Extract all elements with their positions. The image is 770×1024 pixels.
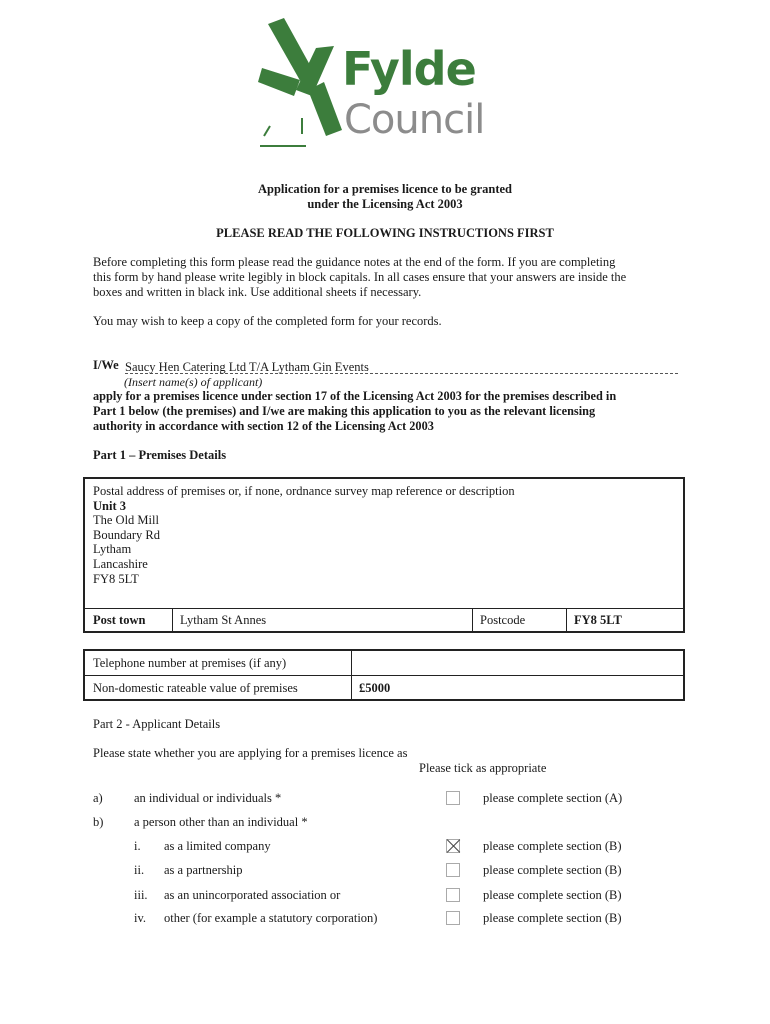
option-i-checkbox-checked[interactable] bbox=[446, 839, 460, 853]
option-a-label: an individual or individuals * bbox=[134, 791, 282, 805]
applicant-name: Saucy Hen Catering Ltd T/A Lytham Gin Events bbox=[125, 360, 369, 374]
logo-fylde: Fylde bbox=[342, 42, 476, 96]
option-iii-note: please complete section (B) bbox=[483, 888, 622, 902]
address-line-5: Lancashire bbox=[93, 556, 148, 571]
applicant-name-hint: (Insert name(s) of applicant) bbox=[124, 375, 263, 389]
applicant-statement-line1: apply for a premises licence under section 17 of the Licensing Act 2003 for the premises described in bbox=[93, 389, 617, 403]
post-town-row bbox=[85, 608, 683, 632]
option-iv-checkbox[interactable] bbox=[446, 911, 460, 925]
option-iv-marker: iv. bbox=[134, 911, 147, 925]
intro-line1: Before completing this form please read the guidance notes at the end of the form. If you are completing bbox=[93, 255, 616, 269]
tick-hint: Please tick as appropriate bbox=[419, 761, 547, 775]
applicant-statement-line3: authority in accordance with section 12 of the Licensing Act 2003 bbox=[93, 419, 434, 433]
applicant-statement-line2: Part 1 below (the premises) and I/we are making this application to you as the relevant licensing bbox=[93, 404, 596, 418]
post-town-value[interactable]: Lytham St Annes bbox=[180, 613, 267, 627]
premises-contact-box bbox=[83, 649, 685, 701]
part2-question: Please state whether you are applying for a premises licence as bbox=[93, 746, 408, 760]
form-title-line1: Application for a premises licence to be granted bbox=[257, 182, 513, 196]
address-line-2: The Old Mill bbox=[93, 513, 159, 528]
postcode-value[interactable]: FY8 5LT bbox=[574, 613, 622, 627]
address-line-6: FY8 5LT bbox=[93, 571, 139, 586]
telephone-label: Telephone number at premises (if any) bbox=[93, 656, 287, 670]
postcode-label: Postcode bbox=[480, 613, 526, 627]
address-label: Postal address of premises or, if none, ordnance survey map reference or description bbox=[93, 484, 515, 498]
option-i-note: please complete section (B) bbox=[483, 839, 622, 853]
premises-address-box[interactable] bbox=[83, 477, 685, 633]
address-line-1: Unit 3 bbox=[93, 498, 126, 513]
option-ii-label: as a partnership bbox=[164, 863, 243, 877]
applicant-prefix: I/We bbox=[93, 358, 119, 372]
option-a-checkbox[interactable] bbox=[446, 791, 460, 805]
option-i-marker: i. bbox=[134, 839, 141, 853]
option-iii-label: as an unincorporated association or bbox=[164, 888, 341, 902]
option-a-note: please complete section (A) bbox=[483, 791, 623, 805]
option-iii-checkbox[interactable] bbox=[446, 888, 460, 902]
part1-heading: Part 1 – Premises Details bbox=[93, 448, 227, 462]
address-line-4: Lytham bbox=[93, 542, 132, 557]
intro-line2: this form by hand please write legibly in block capitals. In all cases ensure that your answers are inside the bbox=[93, 270, 627, 284]
rateable-row bbox=[85, 675, 683, 700]
post-town-label: Post town bbox=[93, 613, 146, 627]
option-b-marker: b) bbox=[93, 815, 104, 829]
form-title-line2: under the Licensing Act 2003 bbox=[307, 197, 463, 211]
option-b-label: a person other than an individual * bbox=[134, 815, 308, 829]
option-ii-marker: ii. bbox=[134, 863, 145, 877]
part2-heading: Part 2 - Applicant Details bbox=[93, 717, 221, 731]
option-i-label: as a limited company bbox=[164, 839, 271, 853]
option-iii-marker: iii. bbox=[134, 888, 148, 902]
option-iv-label: other (for example a statutory corporation) bbox=[164, 911, 378, 925]
logo-council: Council bbox=[344, 97, 485, 143]
option-ii-note: please complete section (B) bbox=[483, 863, 622, 877]
copy-note: You may wish to keep a copy of the completed form for your records. bbox=[93, 314, 442, 328]
telephone-value[interactable] bbox=[351, 651, 683, 675]
intro-line3: boxes and written in black ink. Use additional sheets if necessary. bbox=[93, 285, 422, 299]
option-ii-checkbox[interactable] bbox=[446, 863, 460, 877]
option-iv-note: please complete section (B) bbox=[483, 911, 622, 925]
rateable-value[interactable]: £5000 bbox=[359, 681, 391, 695]
option-a-marker: a) bbox=[93, 791, 103, 805]
instructions-heading: PLEASE READ THE FOLLOWING INSTRUCTIONS FIRST bbox=[216, 226, 554, 240]
applicant-name-field[interactable] bbox=[125, 358, 678, 374]
address-line-3: Boundary Rd bbox=[93, 527, 161, 542]
rateable-label: Non-domestic rateable value of premises bbox=[93, 681, 298, 695]
telephone-row bbox=[85, 651, 683, 675]
